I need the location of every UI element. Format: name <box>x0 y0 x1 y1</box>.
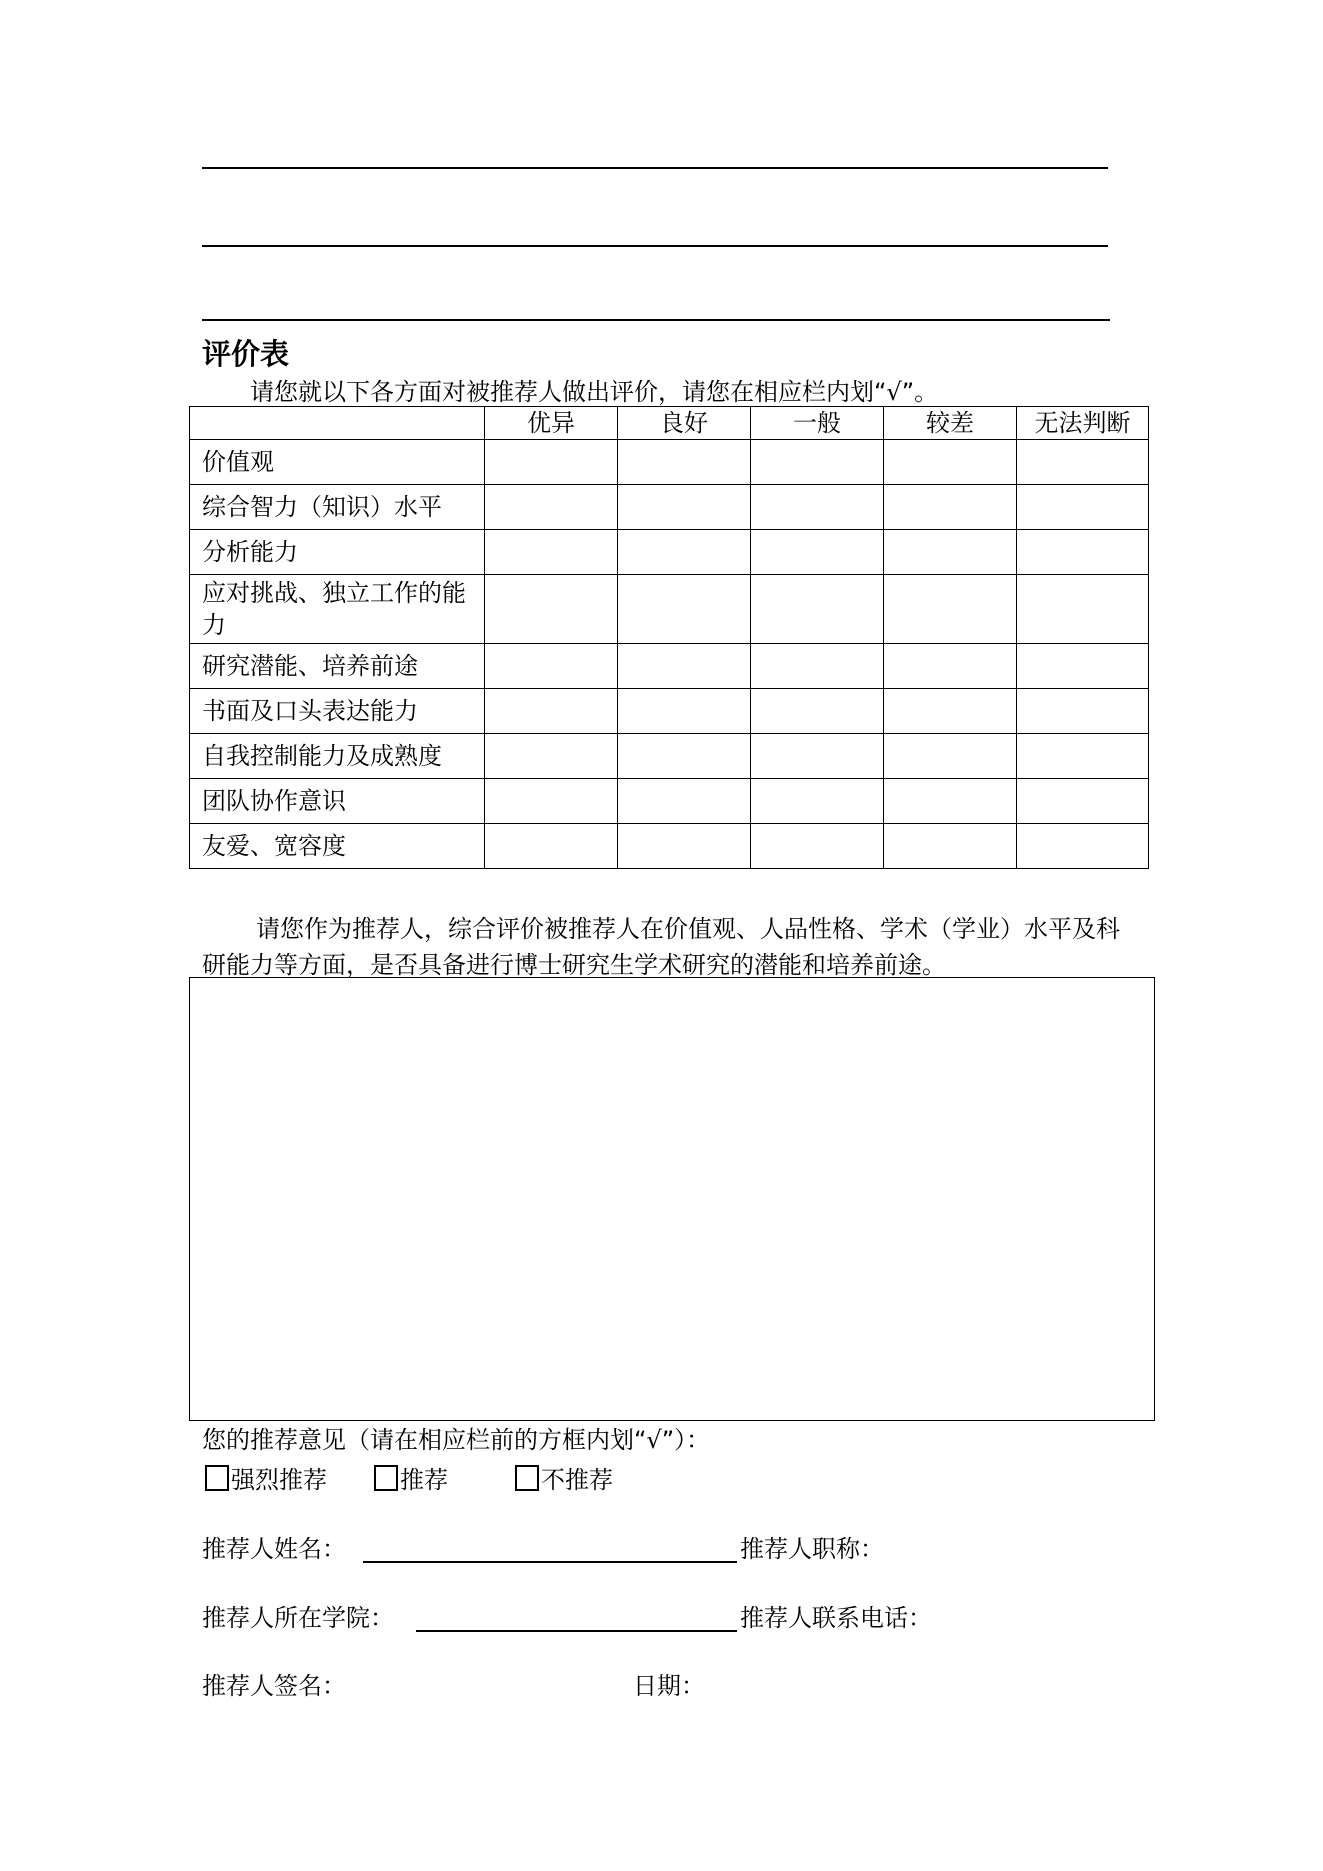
rating-cell[interactable] <box>1017 575 1149 644</box>
rating-cell[interactable] <box>884 689 1017 734</box>
recommendation-label: 您的推荐意见（请在相应栏前的方框内划“√”）： <box>202 1426 711 1454</box>
rating-cell[interactable] <box>751 485 884 530</box>
rating-cell[interactable] <box>485 485 618 530</box>
instruction-text: 请您就以下各方面对被推荐人做出评价，请您在相应栏内划“√”。 <box>250 378 939 406</box>
rating-cell[interactable] <box>1017 530 1149 575</box>
date-label: 日期： <box>633 1672 705 1700</box>
signature-label: 推荐人签名： <box>202 1672 346 1700</box>
name-input-line[interactable] <box>363 1561 737 1563</box>
blank-line-2 <box>202 245 1108 247</box>
overall-evaluation-box[interactable] <box>189 977 1155 1421</box>
rating-cell[interactable] <box>618 530 751 575</box>
rating-cell[interactable] <box>884 530 1017 575</box>
rating-cell[interactable] <box>751 689 884 734</box>
rating-cell[interactable] <box>485 734 618 779</box>
table-row <box>190 440 1149 485</box>
rating-cell[interactable] <box>485 644 618 689</box>
rating-cell[interactable] <box>884 734 1017 779</box>
row-label: 团队协作意识 <box>190 779 485 824</box>
option-recommend[interactable] <box>374 1464 448 1496</box>
checkbox-icon[interactable] <box>374 1465 398 1491</box>
rating-cell[interactable] <box>618 644 751 689</box>
rating-cell[interactable] <box>884 779 1017 824</box>
rating-cell[interactable] <box>485 779 618 824</box>
option-strongly-recommend[interactable] <box>205 1464 327 1496</box>
table-row <box>190 824 1149 869</box>
college-input-line[interactable] <box>416 1630 737 1632</box>
rating-cell[interactable] <box>884 485 1017 530</box>
option-not-recommend[interactable] <box>515 1464 613 1496</box>
rating-cell[interactable] <box>751 824 884 869</box>
column-header: 良好 <box>618 407 751 440</box>
rating-cell[interactable] <box>1017 644 1149 689</box>
rating-cell[interactable] <box>751 734 884 779</box>
row-label: 价值观 <box>190 440 485 485</box>
blank-line-1 <box>202 167 1108 169</box>
rating-cell[interactable] <box>618 440 751 485</box>
column-header: 较差 <box>884 407 1017 440</box>
evaluation-table <box>189 406 1149 869</box>
rating-cell[interactable] <box>1017 779 1149 824</box>
row-label: 分析能力 <box>190 530 485 575</box>
rating-cell[interactable] <box>1017 440 1149 485</box>
row-label: 综合智力（知识）水平 <box>190 485 485 530</box>
rating-cell[interactable] <box>1017 485 1149 530</box>
row-label: 友爱、宽容度 <box>190 824 485 869</box>
row-label: 研究潜能、培养前途 <box>190 644 485 689</box>
rating-cell[interactable] <box>751 440 884 485</box>
rating-cell[interactable] <box>1017 689 1149 734</box>
header-blank-cell <box>190 407 485 440</box>
name-label: 推荐人姓名： <box>202 1535 346 1563</box>
option-label: 不推荐 <box>541 1466 613 1494</box>
blank-line-3 <box>202 319 1110 321</box>
college-label: 推荐人所在学院： <box>202 1604 394 1632</box>
rating-cell[interactable] <box>618 575 751 644</box>
row-label: 书面及口头表达能力 <box>190 689 485 734</box>
rating-cell[interactable] <box>485 689 618 734</box>
title-label: 推荐人职称： <box>740 1535 884 1563</box>
table-row <box>190 575 1149 644</box>
table-row <box>190 485 1149 530</box>
rating-cell[interactable] <box>618 689 751 734</box>
table-row <box>190 689 1149 734</box>
column-header: 一般 <box>751 407 884 440</box>
rating-cell[interactable] <box>485 824 618 869</box>
rating-cell[interactable] <box>618 779 751 824</box>
rating-cell[interactable] <box>485 440 618 485</box>
table-row <box>190 734 1149 779</box>
checkbox-icon[interactable] <box>515 1465 539 1491</box>
rating-cell[interactable] <box>751 779 884 824</box>
table-row <box>190 644 1149 689</box>
phone-label: 推荐人联系电话： <box>740 1604 932 1632</box>
checkbox-icon[interactable] <box>205 1465 229 1491</box>
table-row <box>190 779 1149 824</box>
rating-cell[interactable] <box>884 575 1017 644</box>
rating-cell[interactable] <box>1017 734 1149 779</box>
rating-cell[interactable] <box>1017 824 1149 869</box>
rating-cell[interactable] <box>884 644 1017 689</box>
rating-cell[interactable] <box>884 440 1017 485</box>
rating-cell[interactable] <box>751 575 884 644</box>
row-label: 应对挑战、独立工作的能力 <box>190 575 485 644</box>
overall-evaluation-prompt: 请您作为推荐人，综合评价被推荐人在价值观、人品性格、学术（学业）水平及科研能力等方面，是否具备进行博士研究生学术研究的潜能和培养前途。 <box>202 915 1120 979</box>
table-row <box>190 530 1149 575</box>
rating-cell[interactable] <box>751 644 884 689</box>
column-header: 优异 <box>485 407 618 440</box>
rating-cell[interactable] <box>485 575 618 644</box>
rating-cell[interactable] <box>751 530 884 575</box>
row-label: 自我控制能力及成熟度 <box>190 734 485 779</box>
option-label: 强烈推荐 <box>231 1466 327 1494</box>
rating-cell[interactable] <box>884 824 1017 869</box>
section-title: 评价表 <box>202 337 290 371</box>
column-header: 无法判断 <box>1017 407 1149 440</box>
table-header-row <box>190 407 1149 440</box>
rating-cell[interactable] <box>618 485 751 530</box>
option-label: 推荐 <box>400 1466 448 1494</box>
rating-cell[interactable] <box>618 734 751 779</box>
rating-cell[interactable] <box>485 530 618 575</box>
rating-cell[interactable] <box>618 824 751 869</box>
